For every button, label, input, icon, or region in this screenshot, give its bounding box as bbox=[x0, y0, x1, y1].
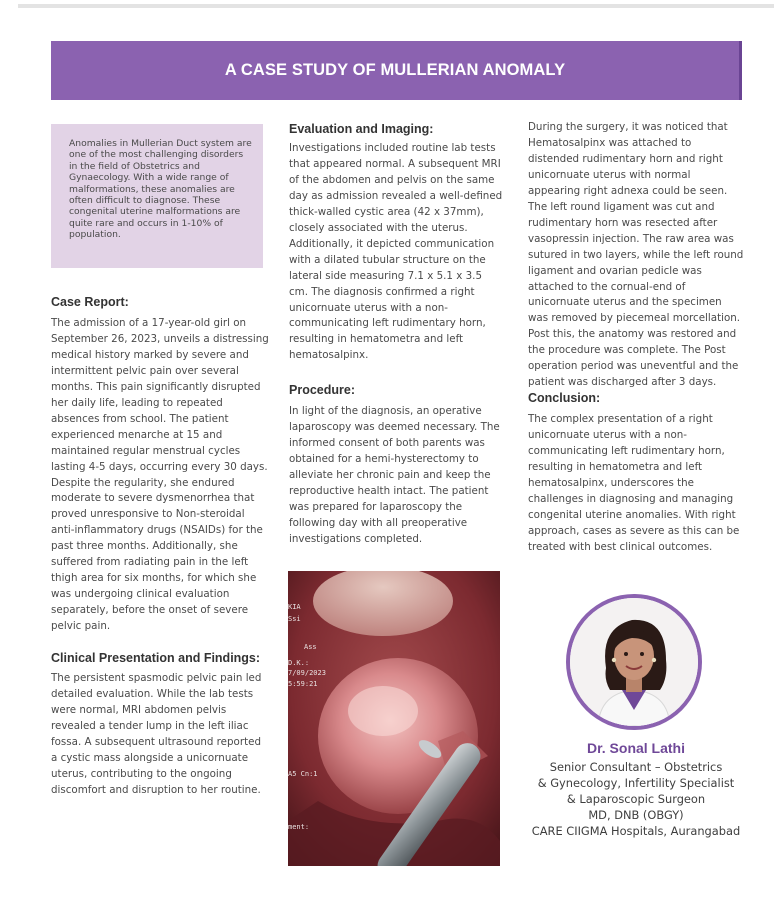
doctor-photo-frame bbox=[566, 594, 702, 730]
conclusion-body: The complex presentation of a right unicornuate uterus with a non-communicating left rudimentary horn, resulting in hematometra and left hematosalpinx, underscores the challenges in diagnosing and managing congenital uterine anomalies. With right approach, cases as severe as this can be treated with best clinical outcomes. bbox=[528, 413, 740, 553]
case-report-heading: Case Report: bbox=[51, 295, 129, 309]
intro-text: Anomalies in Mullerian Duct system are one of the most challenging disorders in the field of Obstetrics and Gynaecology. With a wide range of malformations, these anomalies are often difficult to diagnose. These congenital uterine malformations are quite rare and occurs in 1-10% of population. bbox=[69, 138, 252, 241]
procedure-body: In light of the diagnosis, an operative laparoscopy was deemed necessary. The informed consent of both parents was obtained for a hemi-hysterectomy to alleviate her chronic pain and keep the reproductive health intact. The patient was prepared for laparoscopy the following day with all preoperative investigations completed. bbox=[289, 405, 500, 545]
laparoscopy-photo bbox=[288, 571, 500, 866]
surgery-body: During the surgery, it was noticed that Hematosalpinx was attached to distended rudimentary horn and right unicornuate uterus with normal appearing right adnexa could be seen. The left round ligament was cut and rudimentary horn was resected after vasopressin injection. The raw area was sutured in two layers, while the left round ligament and ovarian pedicle was attached to the cornual-end of unicornuate uterus and the specimen was removed by piecemeal morcellation. Post this, the anatomy was restored and the procedure was complete. The Post operation period was uneventful and the patient was discharged after 3 days. bbox=[528, 121, 744, 389]
overlay-line: 5:59:21 bbox=[288, 680, 318, 688]
doctor-portrait bbox=[570, 598, 698, 726]
overlay-line: KIA bbox=[288, 603, 301, 611]
procedure-heading: Procedure: bbox=[289, 383, 355, 397]
doctor-qualification: MD, DNB (OBGY) bbox=[588, 808, 684, 822]
conclusion-heading: Conclusion: bbox=[528, 391, 601, 405]
top-divider bbox=[18, 4, 774, 8]
doctor-title-line: & Gynecology, Infertility Specialist bbox=[537, 776, 735, 790]
overlay-line: D.K.: bbox=[288, 659, 310, 667]
case-report-body: The admission of a 17-year-old girl on September 26, 2023, unveils a distressing medical history marked by severe and intermittent pelvic pain over several months. This pain significantly disrupted her daily life, leading to repeated absences from school. The patient experienced menarche at 15 and maintained regular menstrual cycles lasting 4-5 days, occurring every 30 days. Despite the regularity, she endured moderate to severe dysmenorrhea that proved unresponsive to Non-steroidal anti-inflammatory drugs (NSAIDs) for the past three months. Additionally, she suffered from radiating pain in the left thigh area for six months, for which she was undergoing clinical evaluation separately, before the onset of severe pelvic pain. bbox=[51, 317, 269, 633]
title-banner bbox=[51, 41, 742, 100]
intro-box bbox=[51, 124, 263, 268]
overlay-line: 7/09/2023 bbox=[288, 669, 326, 677]
clinical-heading: Clinical Presentation and Findings: bbox=[51, 651, 261, 665]
clinical-body: The persistent spasmodic pelvic pain led detailed evaluation. While the lab tests were normal, MRI abdomen pelvis revealed a tender lump in the left iliac fossa. A subsequent ultrasound reported a cystic mass alongside a unicornuate uterus, contributing to the ongoing discomfort and disruption to her routine. bbox=[51, 672, 262, 796]
overlay-line: Ass bbox=[304, 643, 317, 651]
overlay-line: A5 Cn:1 bbox=[288, 770, 318, 778]
evaluation-heading: Evaluation and Imaging: bbox=[289, 122, 434, 136]
doctor-title-line: & Laparoscopic Surgeon bbox=[566, 792, 706, 806]
overlay-line: Ssi bbox=[288, 615, 301, 623]
laparoscopy-image bbox=[288, 571, 500, 866]
avatar bbox=[570, 598, 698, 726]
evaluation-body: Investigations included routine lab tests that appeared normal. A subsequent MRI of the abdomen and pelvis on the same day as admission revealed a well-defined thick-walled cystic area (42 x 37mm), closely associated with the uterus. Additionally, it depicted communication with a dilated tubular structure on the lateral side measuring 7.1 x 5.1 x 3.5 cm. The diagnosis confirmed a right unicornuate uterus with a non-communicating left rudimentary horn, resulting in hematometra and left hematosalpinx. bbox=[289, 142, 503, 362]
overlay-line: ment: bbox=[288, 823, 310, 831]
doctor-name: Dr. Sonal Lathi bbox=[586, 740, 685, 756]
doctor-title-line: Senior Consultant – Obstetrics bbox=[549, 760, 723, 774]
page-title: A CASE STUDY OF MULLERIAN ANOMALY bbox=[224, 61, 566, 79]
doctor-hospital: CARE CIIGMA Hospitals, Aurangabad bbox=[531, 824, 741, 838]
